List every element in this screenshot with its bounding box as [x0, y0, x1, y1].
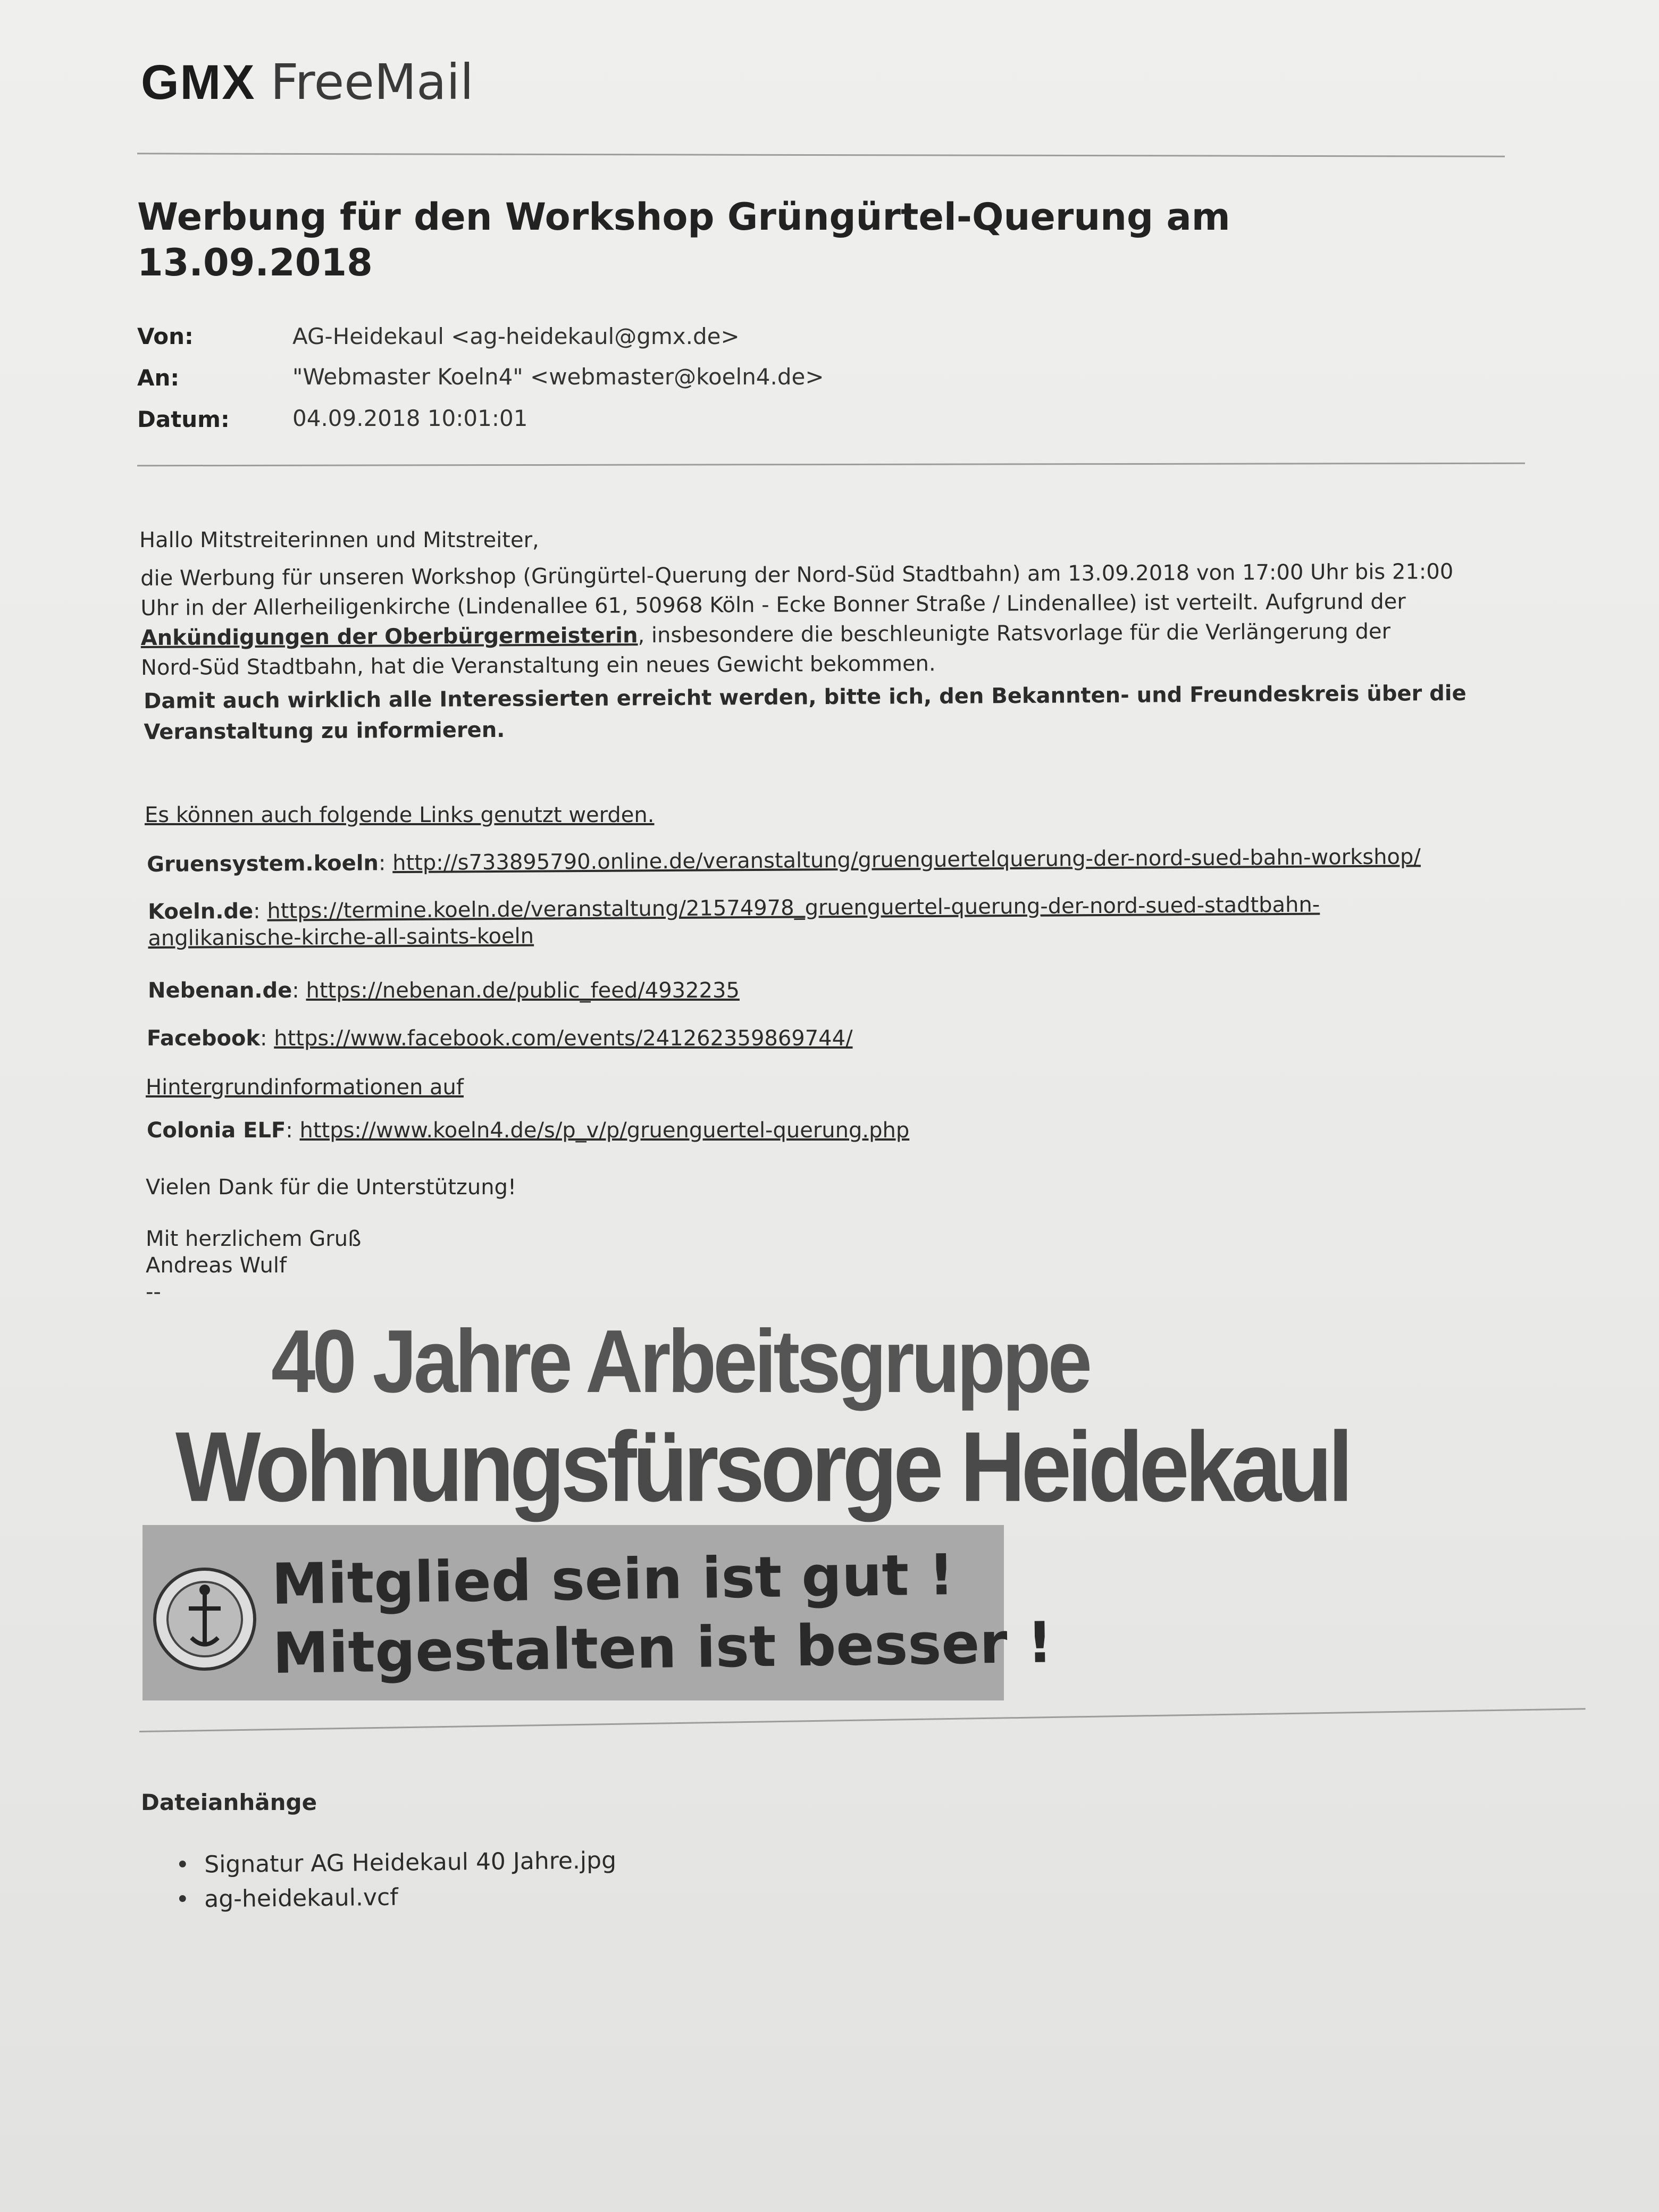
para2-line2: Veranstaltung zu informieren. [144, 717, 505, 744]
background-info-link[interactable]: Hintergrundinformationen auf [146, 1075, 464, 1100]
closing-block [146, 1226, 361, 1305]
paragraph-2 [144, 678, 1467, 748]
para1-line1: die Werbung für unseren Workshop (Grüngürtel-Querung der Nord-Süd Stadtbahn) am 13.09.2018 von 17:00 Uhr bis 21:00 [140, 559, 1454, 591]
subject-line-2: 13.09.2018 [137, 241, 373, 284]
to-value: "Webmaster Koeln4" <webmaster@koeln4.de> [292, 364, 824, 390]
sender-name: Andreas Wulf [146, 1253, 287, 1278]
meta-divider [137, 463, 1525, 467]
attachments-divider [139, 1708, 1586, 1732]
bullet-icon: • [175, 1886, 190, 1913]
association-seal-icon [152, 1566, 258, 1672]
link-label-gruensystem: Gruensystem.koeln [147, 851, 379, 877]
email-subject [137, 194, 1520, 286]
link-row-nebenan: Nebenan.de: https://nebenan.de/public_feed/4932235 [148, 978, 740, 1003]
signature-logo-line-1: 40 Jahre Arbeitsgruppe [271, 1311, 1089, 1411]
signature-banner-text [271, 1539, 1053, 1688]
link-gruensystem[interactable]: http://s733895790.online.de/veranstaltung/gruenguertelquerung-der-nord-sued-bahn-workshop/ [392, 844, 1421, 876]
link-koeln-de-cont[interactable]: anglikanische-kirche-all-saints-koeln [148, 924, 534, 951]
attachment-name[interactable]: ag-heidekaul.vcf [204, 1883, 398, 1913]
brand-name: GMX [141, 55, 256, 110]
link-row-facebook: Facebook: https://www.facebook.com/events/241262359869744/ [147, 1026, 853, 1051]
attachment-item[interactable] [175, 1883, 398, 1915]
attachments-title: Dateianhänge [141, 1789, 317, 1815]
signature-separator: -- [146, 1280, 161, 1304]
product-name: FreeMail [270, 54, 474, 111]
to-label: An: [137, 365, 180, 391]
header-divider [137, 153, 1505, 157]
links-intro: Es können auch folgende Links genutzt werden. [145, 803, 655, 827]
from-value: AG-Heidekaul <ag-heidekaul@gmx.de> [292, 323, 740, 349]
link-colonia[interactable]: https://www.koeln4.de/s/p_v/p/gruenguertel-querung.php [299, 1118, 910, 1143]
thanks-line: Vielen Dank für die Unterstützung! [146, 1175, 517, 1200]
para1-line2: Uhr in der Allerheiligenkirche (Lindenallee 61, 50968 Köln - Ecke Bonner Straße / Lindenallee) ist verteilt. Aufgrund der [140, 589, 1406, 621]
subject-line-1: Werbung für den Workshop Grüngürtel-Querung am [137, 195, 1230, 239]
para1-line4: Nord-Süd Stadtbahn, hat die Veranstaltung ein neues Gewicht bekommen. [140, 651, 936, 680]
link-nebenan[interactable]: https://nebenan.de/public_feed/4932235 [306, 978, 740, 1003]
banner-line-2: Mitgestalten ist besser ! [272, 1610, 1053, 1686]
para2-line1: Damit auch wirklich alle Interessierten erreicht werden, bitte ich, den Bekannten- und Freundeskreis über die [144, 681, 1467, 714]
link-label-colonia: Colonia ELF [147, 1118, 286, 1143]
signature-logo-line-2: Wohnungsfürsorge Heidekaul [175, 1411, 1349, 1523]
link-label-koeln-de: Koeln.de [148, 899, 254, 924]
date-value: 04.09.2018 10:01:01 [292, 405, 528, 431]
link-row-koeln-de: Koeln.de: https://termine.koeln.de/veranstaltung/21574978_gruenguertel-querung-der-nord-sued-stadtbahn- anglikanische-kirche-all-saints-koeln [148, 892, 1320, 951]
link-label-nebenan: Nebenan.de [148, 978, 292, 1003]
obm-announcements-link[interactable]: Ankündigungen der Oberbürgermeisterin [140, 623, 638, 650]
from-label: Von: [137, 323, 194, 349]
paragraph-1 [140, 557, 1454, 683]
date-label: Datum: [137, 406, 230, 432]
banner-line-1: Mitglied sein ist gut ! [271, 1542, 955, 1617]
greeting: Hallo Mitstreiterinnen und Mitstreiter, [139, 528, 539, 552]
link-row-gruensystem: Gruensystem.koeln: http://s733895790.online.de/veranstaltung/gruenguertelquerung-der-nord-sued-bahn-workshop/ [147, 844, 1421, 877]
closing-line: Mit herzlichem Gruß [146, 1227, 362, 1251]
link-koeln-de[interactable]: https://termine.koeln.de/veranstaltung/21574978_gruenguertel-querung-der-nord-sued-stadtbahn- [267, 892, 1320, 924]
link-row-colonia: Colonia ELF: https://www.koeln4.de/s/p_v/p/gruenguertel-querung.php [147, 1118, 910, 1143]
link-facebook[interactable]: https://www.facebook.com/events/241262359869744/ [274, 1026, 853, 1051]
para1-line3-rest: , insbesondere die beschleunigte Ratsvorlage für die Verlängerung der [638, 619, 1391, 648]
attachment-name[interactable]: Signatur AG Heidekaul 40 Jahre.jpg [204, 1847, 617, 1879]
gmx-freemail-logo [141, 56, 474, 109]
bullet-icon: • [175, 1851, 190, 1879]
link-label-facebook: Facebook [147, 1026, 261, 1051]
attachment-item[interactable] [175, 1846, 616, 1880]
